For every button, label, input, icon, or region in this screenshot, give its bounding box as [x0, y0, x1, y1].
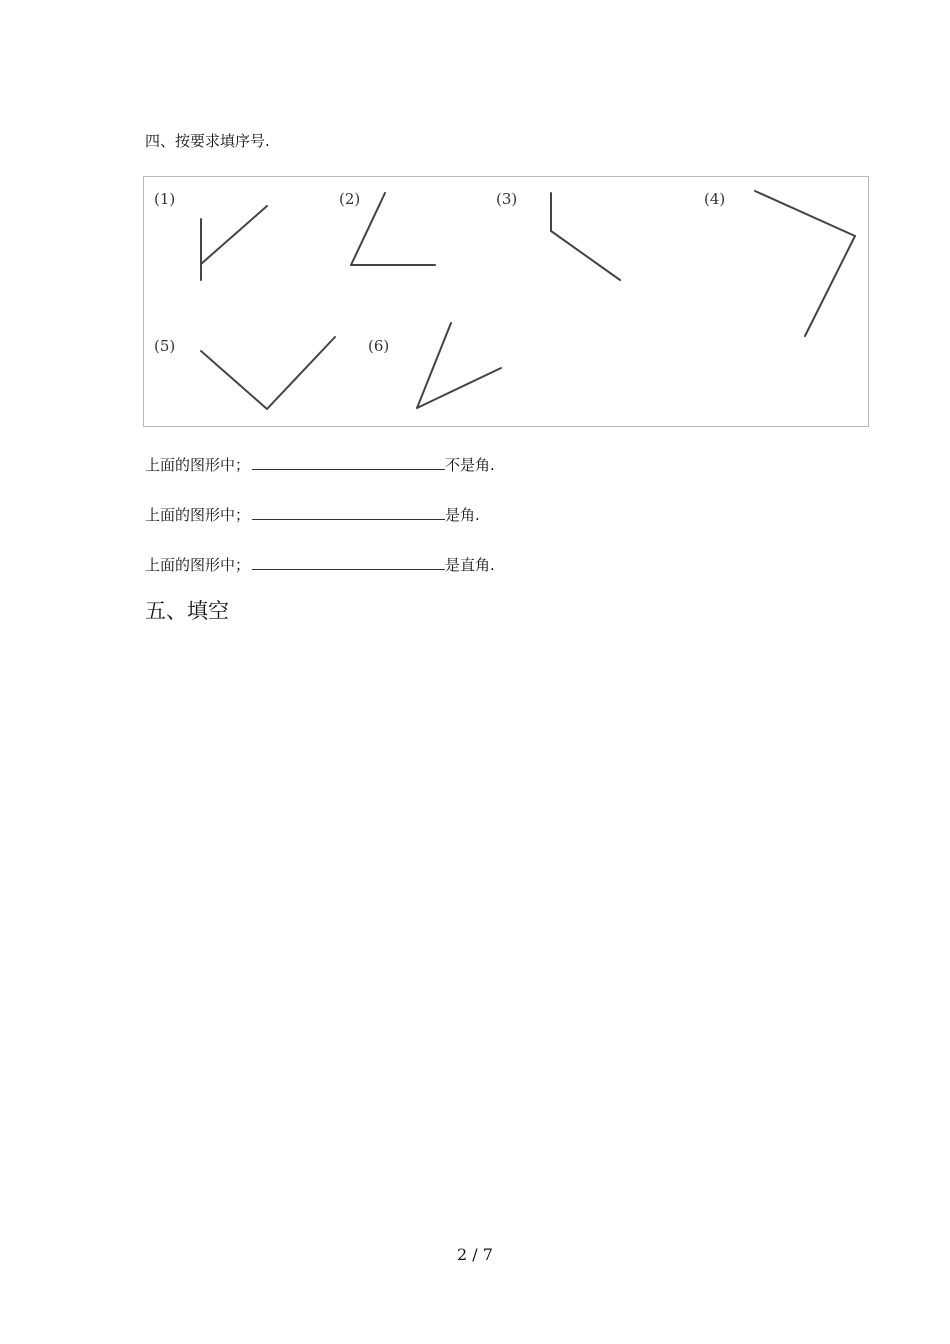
question-not-angle: [145, 454, 495, 475]
question-is-angle: [145, 504, 480, 525]
figure-label-2: (2): [339, 190, 361, 208]
question-suffix: 不是角.: [445, 456, 495, 474]
answer-blank-right-angle[interactable]: [252, 554, 445, 570]
section-4-title: 四、按要求填序号.: [145, 132, 270, 150]
figure-label-6: (6): [368, 337, 390, 355]
figure-1-shape: [201, 206, 267, 280]
question-prefix: 上面的图形中；: [145, 506, 251, 524]
page-number: 2 / 7: [457, 1245, 493, 1264]
figure-label-3: (3): [496, 190, 518, 208]
figure-5-shape: [201, 337, 335, 409]
angle-figures-panel: [143, 176, 869, 427]
question-suffix: 是直角.: [445, 556, 495, 574]
figure-4-shape: [755, 191, 855, 336]
figure-label-5: (5): [154, 337, 176, 355]
figure-6-shape: [417, 323, 501, 408]
figure-2-shape: [351, 193, 435, 265]
figure-3-shape: [551, 193, 620, 280]
answer-blank-is-angle[interactable]: [252, 504, 445, 520]
question-suffix: 是角.: [445, 506, 480, 524]
angle-figures-svg: [144, 177, 868, 426]
figure-label-1: (1): [154, 190, 176, 208]
question-prefix: 上面的图形中；: [145, 556, 251, 574]
figure-label-4: (4): [704, 190, 726, 208]
section-5-title: 五、填空: [145, 599, 229, 623]
question-right-angle: [145, 554, 495, 575]
answer-blank-not-angle[interactable]: [252, 454, 445, 470]
question-prefix: 上面的图形中；: [145, 456, 251, 474]
